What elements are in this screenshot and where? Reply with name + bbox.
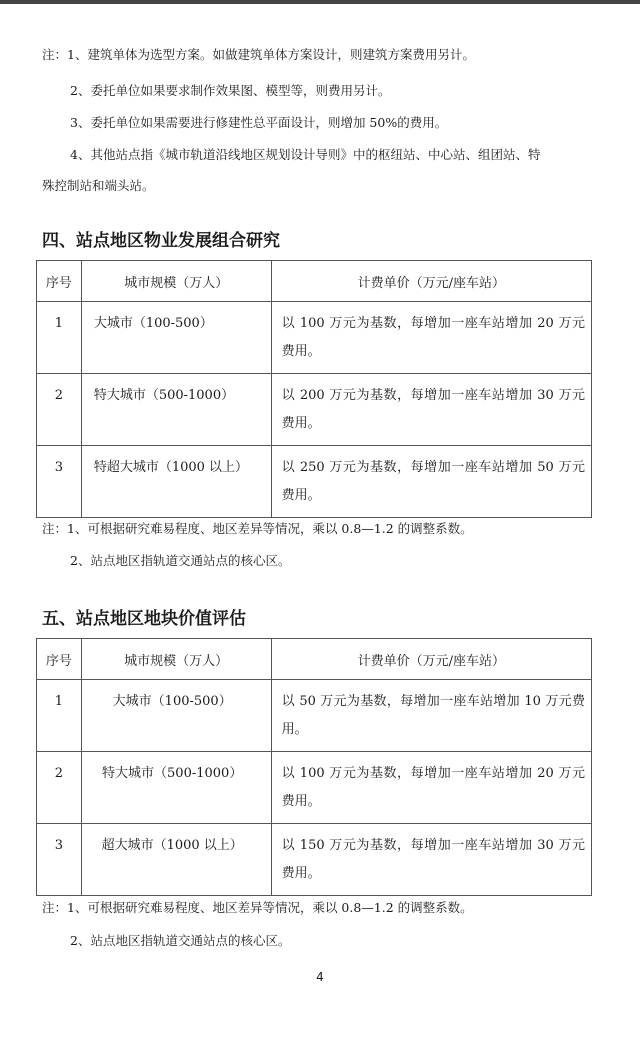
section4-note-2: 2、站点地区指轨道交通站点的核心区。 — [70, 553, 291, 568]
top-note-2: 2、委托单位如果要求制作效果图、模型等，则费用另计。 — [70, 83, 391, 98]
page-number: 4 — [316, 970, 324, 984]
row-no: 3 — [37, 446, 82, 518]
row-city: 大城市（100-500） — [81, 680, 271, 752]
header-no: 序号 — [37, 639, 82, 680]
section5-table — [36, 638, 592, 896]
row-no: 1 — [37, 302, 82, 374]
table-row — [37, 752, 592, 824]
header-price: 计费单价（万元/座车站） — [271, 261, 591, 302]
row-city: 特大城市（500-1000） — [81, 752, 271, 824]
top-note-1: 注：1、建筑单体为选型方案。如做建筑单体方案设计，则建筑方案费用另计。 — [42, 47, 475, 62]
row-city: 特超大城市（1000 以上） — [81, 446, 271, 518]
row-price: 以 100 万元为基数，每增加一座车站增加 20 万元费用。 — [271, 302, 591, 374]
section5-note-1: 注：1、可根据研究难易程度、地区差异等情况，乘以 0.8—1.2 的调整系数。 — [42, 900, 473, 915]
table-row — [37, 446, 592, 518]
row-no: 3 — [37, 824, 82, 896]
section4-note-1: 注：1、可根据研究难易程度、地区差异等情况，乘以 0.8—1.2 的调整系数。 — [42, 521, 473, 536]
row-price: 以 100 万元为基数，每增加一座车站增加 20 万元费用。 — [271, 752, 591, 824]
row-city: 大城市（100-500） — [81, 302, 271, 374]
table-row — [37, 680, 592, 752]
row-city: 特大城市（500-1000） — [81, 374, 271, 446]
table-row — [37, 302, 592, 374]
section5-heading: 五、站点地区地块价值评估 — [42, 609, 246, 629]
row-no: 2 — [37, 374, 82, 446]
top-note-4: 4、其他站点指《城市轨道沿线地区规划设计导则》中的枢纽站、中心站、组团站、特 — [70, 147, 541, 162]
table-row — [37, 824, 592, 896]
header-price: 计费单价（万元/座车站） — [271, 639, 591, 680]
section5-note-2: 2、站点地区指轨道交通站点的核心区。 — [70, 933, 291, 948]
section4-heading: 四、站点地区物业发展组合研究 — [42, 231, 280, 251]
row-price: 以 150 万元为基数，每增加一座车站增加 30 万元费用。 — [271, 824, 591, 896]
top-note-4-cont: 殊控制站和端头站。 — [42, 178, 155, 193]
table-header-row — [37, 639, 592, 680]
row-city: 超大城市（1000 以上） — [81, 824, 271, 896]
header-city: 城市规模（万人） — [81, 639, 271, 680]
header-no: 序号 — [37, 261, 82, 302]
section4-table — [36, 260, 592, 518]
top-note-3: 3、委托单位如果需要进行修建性总平面设计，则增加 50%的费用。 — [70, 115, 448, 130]
table-row — [37, 374, 592, 446]
row-no: 2 — [37, 752, 82, 824]
header-city: 城市规模（万人） — [81, 261, 271, 302]
row-price: 以 50 万元为基数，每增加一座车站增加 10 万元费用。 — [271, 680, 591, 752]
top-border — [0, 0, 640, 4]
row-price: 以 200 万元为基数，每增加一座车站增加 30 万元费用。 — [271, 374, 591, 446]
row-price: 以 250 万元为基数，每增加一座车站增加 50 万元费用。 — [271, 446, 591, 518]
table-header-row — [37, 261, 592, 302]
row-no: 1 — [37, 680, 82, 752]
